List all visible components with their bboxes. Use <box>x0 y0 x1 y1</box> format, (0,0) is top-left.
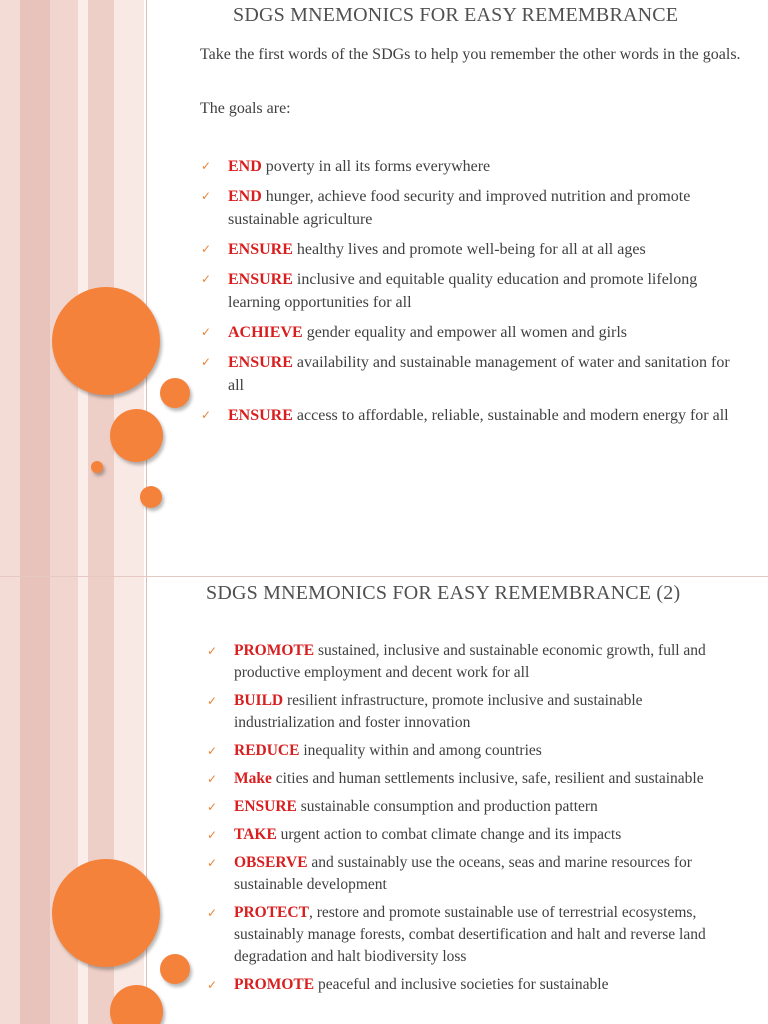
goal-keyword: ACHIEVE <box>228 324 303 341</box>
decorative-stripe <box>78 0 88 577</box>
goal-keyword: ENSURE <box>234 798 297 815</box>
goal-item <box>201 351 748 397</box>
checkmark-icon: ✓ <box>201 355 212 369</box>
goal-keyword: BUILD <box>234 692 284 709</box>
decorative-stripe <box>50 0 78 577</box>
goal-keyword: END <box>228 188 262 205</box>
goal-item <box>207 768 744 790</box>
goals-list <box>207 640 744 1002</box>
goal-keyword: END <box>228 158 262 175</box>
decorative-stripe <box>0 0 20 577</box>
goal-item <box>207 852 744 896</box>
goal-keyword: PROMOTE <box>234 642 315 659</box>
goal-text: urgent action to combat climate change and its impacts <box>276 826 622 843</box>
goal-item <box>207 796 744 818</box>
goal-text: sustained, inclusive and sustainable economic growth, full and productive employment and decent work for all <box>234 642 706 681</box>
decorative-circle-medium <box>110 409 163 462</box>
goal-keyword: Make <box>234 770 272 787</box>
goal-item <box>207 974 744 996</box>
checkmark-icon: ✓ <box>207 828 218 842</box>
goal-item <box>207 740 744 762</box>
decorative-circle-tiny <box>91 461 103 473</box>
goal-item <box>201 404 748 427</box>
checkmark-icon: ✓ <box>201 189 212 203</box>
decorative-stripe <box>0 577 20 1024</box>
goal-item <box>201 155 748 178</box>
goals-list <box>201 155 748 434</box>
intro-text: Take the first words of the SDGs to help you remember the other words in the goals. <box>200 46 741 63</box>
goal-text: inequality within and among countries <box>299 742 542 759</box>
decorative-circle-large <box>52 287 160 395</box>
goal-keyword: ENSURE <box>228 354 293 371</box>
goal-keyword: ENSURE <box>228 407 293 424</box>
decorative-circle-medium <box>110 985 163 1024</box>
slide-2 <box>0 577 768 1024</box>
goal-text: sustainable consumption and production pattern <box>296 798 598 815</box>
goal-text: gender equality and empower all women and girls <box>302 324 628 341</box>
decorative-line <box>146 577 147 1024</box>
goal-keyword: PROMOTE <box>234 976 315 993</box>
goal-text: resilient infrastructure, promote inclusive and sustainable industrialization and foster innovation <box>234 692 643 731</box>
goal-text: cities and human settlements inclusive, safe, resilient and sustainable <box>271 770 704 787</box>
goals-label: The goals are: <box>200 100 291 117</box>
decorative-circle-large <box>52 859 160 967</box>
checkmark-icon: ✓ <box>207 694 218 708</box>
goal-text: healthy lives and promote well-being for all at all ages <box>292 241 646 258</box>
goal-keyword: TAKE <box>234 826 277 843</box>
goal-text: hunger, achieve food security and improved nutrition and promote sustainable agriculture <box>228 188 691 228</box>
goal-keyword: ENSURE <box>228 271 293 288</box>
decorative-stripe <box>20 577 50 1024</box>
slide-2-title: SDGS MNEMONICS FOR EASY REMEMBRANCE (2) <box>206 582 681 604</box>
slide-1-title: SDGS MNEMONICS FOR EASY REMEMBRANCE <box>233 4 679 26</box>
decorative-circle-small <box>160 378 190 408</box>
decorative-circle-small <box>160 954 190 984</box>
goal-item <box>207 690 744 734</box>
checkmark-icon: ✓ <box>207 644 218 658</box>
goal-text: and sustainably use the oceans, seas and marine resources for sustainable development <box>234 854 692 893</box>
goal-item <box>201 238 748 261</box>
goal-text: peaceful and inclusive societies for sustainable <box>314 976 609 993</box>
checkmark-icon: ✓ <box>207 800 218 814</box>
goal-item <box>207 902 744 968</box>
goal-item <box>201 268 748 314</box>
checkmark-icon: ✓ <box>201 242 212 256</box>
checkmark-icon: ✓ <box>207 772 218 786</box>
checkmark-icon: ✓ <box>207 978 218 992</box>
goal-text: poverty in all its forms everywhere <box>261 158 491 175</box>
goal-item <box>201 321 748 344</box>
goal-text: , restore and promote sustainable use of terrestrial ecosystems, sustainably manage forests, combat desertification and halt and reverse land degradation and halt biodiversity loss <box>234 904 706 965</box>
goal-item <box>207 640 744 684</box>
goal-keyword: OBSERVE <box>234 854 308 871</box>
goal-text: inclusive and equitable quality education and promote lifelong learning opportunities for all <box>228 271 698 311</box>
checkmark-icon: ✓ <box>201 272 212 286</box>
goal-item <box>207 824 744 846</box>
checkmark-icon: ✓ <box>207 906 218 920</box>
checkmark-icon: ✓ <box>207 744 218 758</box>
decorative-circle-small <box>140 486 162 508</box>
goal-text: availability and sustainable management of water and sanitation for all <box>228 354 730 394</box>
goal-keyword: PROTECT <box>234 904 309 921</box>
checkmark-icon: ✓ <box>201 325 212 339</box>
checkmark-icon: ✓ <box>207 856 218 870</box>
goal-keyword: REDUCE <box>234 742 300 759</box>
decorative-stripe <box>20 0 50 577</box>
goal-text: access to affordable, reliable, sustainable and modern energy for all <box>292 407 729 424</box>
goal-keyword: ENSURE <box>228 241 293 258</box>
goal-item <box>201 185 748 231</box>
checkmark-icon: ✓ <box>201 159 212 173</box>
checkmark-icon: ✓ <box>201 408 212 422</box>
